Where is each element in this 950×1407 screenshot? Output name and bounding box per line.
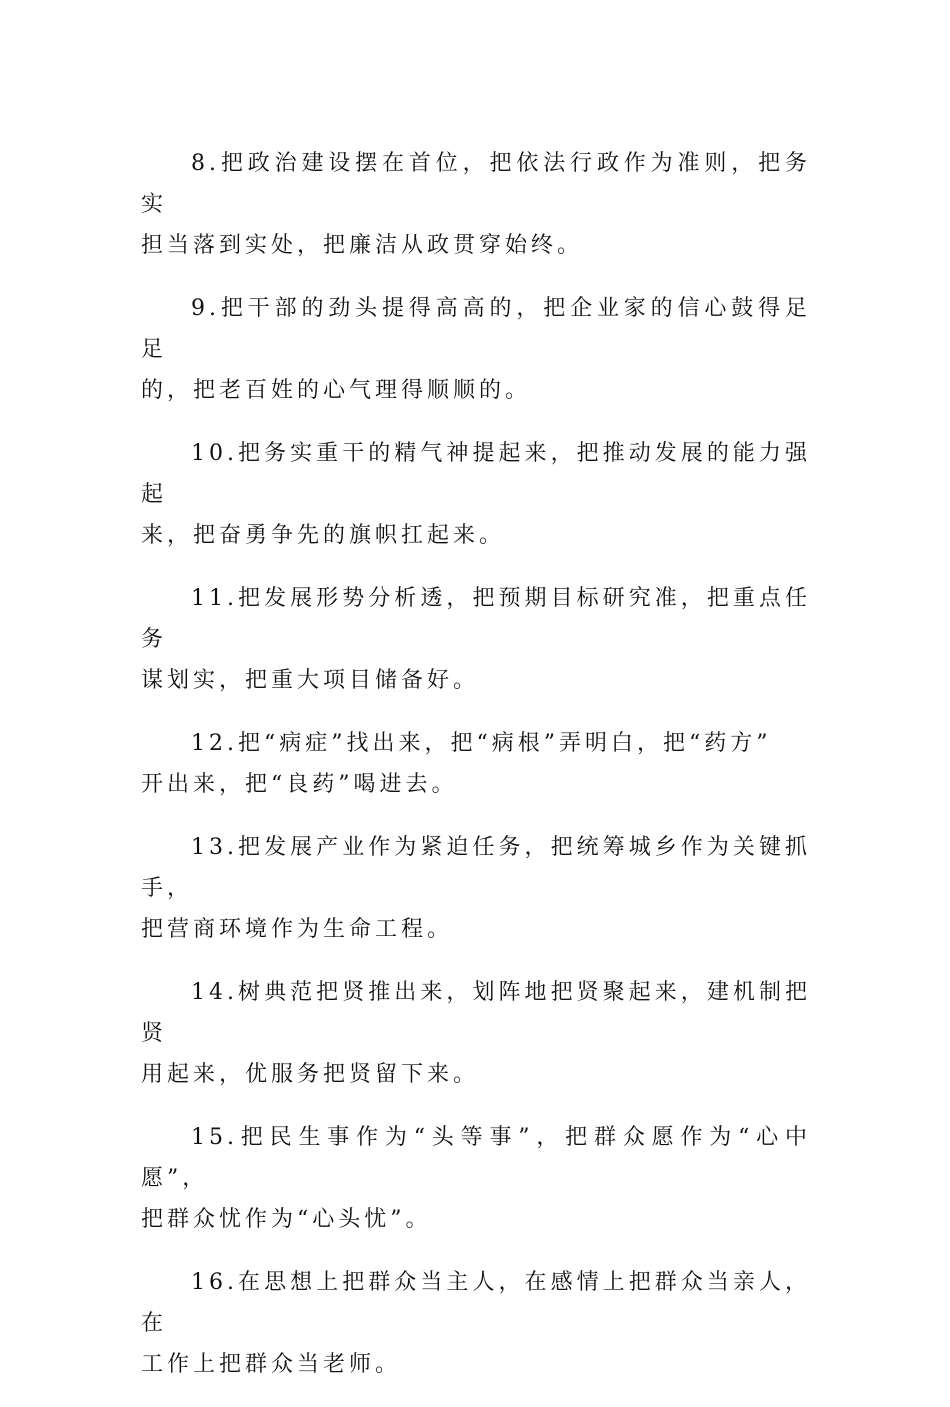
paragraph-8: 8.把政治建设摆在首位，把依法行政作为准则，把务实 担当落到实处，把廉洁从政贯穿始终。 xyxy=(141,151,811,258)
paragraph-13: 13.把发展产业作为紧迫任务，把统筹城乡作为关键抓手， 把营商环境作为生命工程。 xyxy=(141,835,811,942)
paragraph-9: 9.把干部的劲头提得高高的，把企业家的信心鼓得足足 的，把老百姓的心气理得顺顺的。 xyxy=(141,296,811,403)
paragraph-16: 16.在思想上把群众当主人，在感情上把群众当亲人，在 工作上把群众当老师。 xyxy=(141,1270,811,1377)
paragraph-14: 14.树典范把贤推出来，划阵地把贤聚起来，建机制把贤 用起来，优服务把贤留下来。 xyxy=(141,980,811,1087)
document-body xyxy=(141,143,811,1407)
paragraph-11: 11.把发展形势分析透，把预期目标研究准，把重点任务 谋划实，把重大项目储备好。 xyxy=(141,586,811,693)
paragraph-15: 15.把民生事作为“头等事”，把群众愿作为“心中愿”， 把群众忧作为“心头忧”。 xyxy=(141,1125,811,1232)
paragraph-12: 12.把“病症”找出来，把“病根”弄明白，把“药方” 开出来，把“良药”喝进去。 xyxy=(141,731,772,797)
paragraph-10: 10.把务实重干的精气神提起来，把推动发展的能力强起 来，把奋勇争先的旗帜扛起来。 xyxy=(141,441,811,548)
